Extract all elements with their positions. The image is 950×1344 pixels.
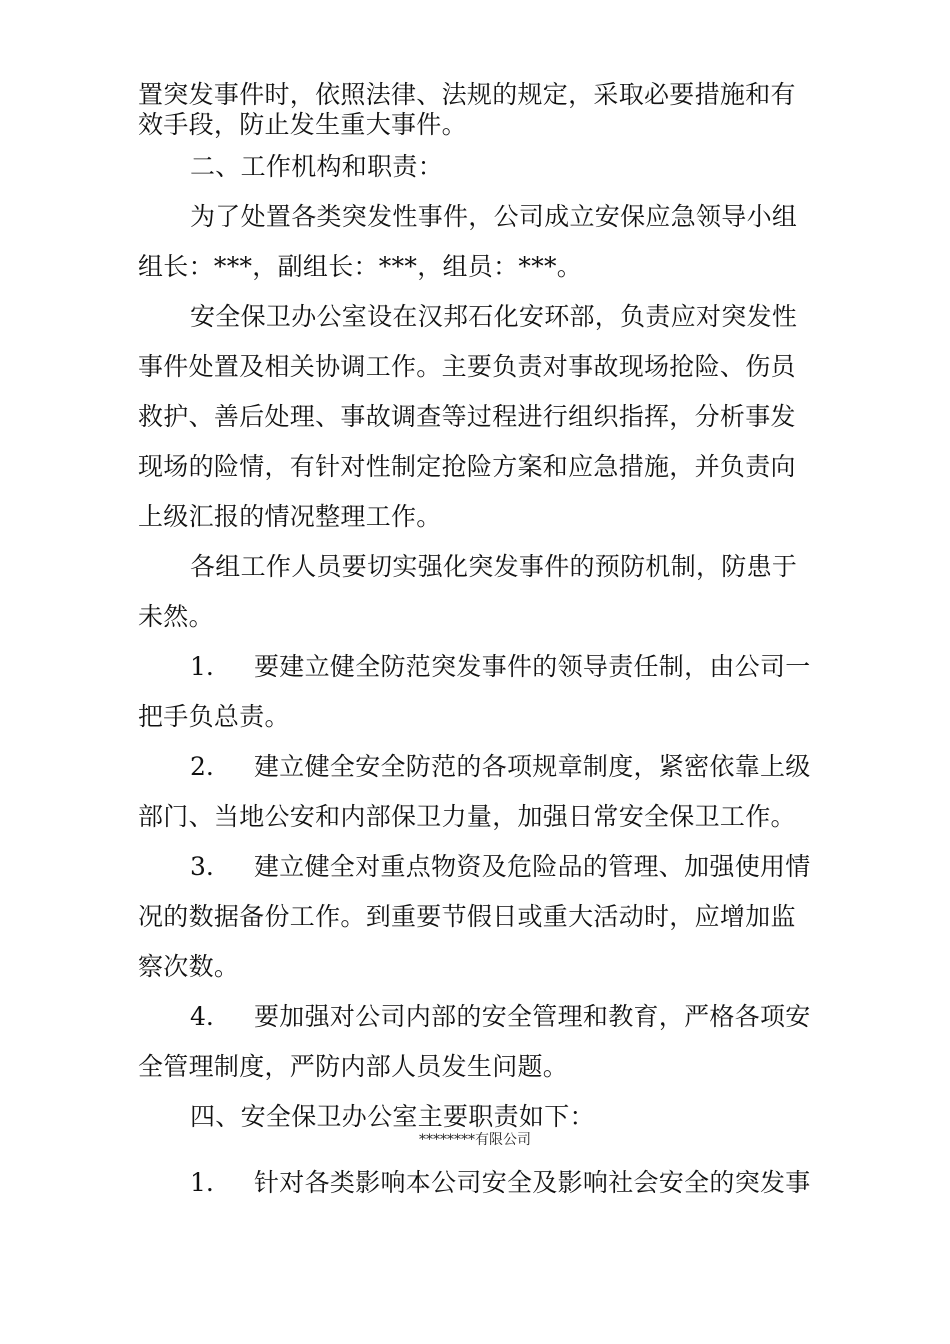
text-line: 况的数据备份工作。到重要节假日或重大活动时，应增加监 (138, 902, 796, 931)
section-heading: 四、安全保卫办公室主要职责如下： (190, 1102, 595, 1131)
list-number: 2. (190, 752, 214, 781)
text-line: 为了处置各类突发性事件，公司成立安保应急领导小组 (190, 202, 798, 231)
text-line: 把手负总责。 (138, 702, 290, 731)
text-line: 置突发事件时，依照法律、法规的规定，采取必要措施和有 (138, 80, 796, 109)
text-line: 救护、善后处理、事故调查等过程进行组织指挥，分析事发 (138, 402, 796, 431)
text-line: 察次数。 (138, 952, 240, 981)
text-line: 全管理制度，严防内部人员发生问题。 (138, 1052, 569, 1081)
text-line: 部门、当地公安和内部保卫力量，加强日常安全保卫工作。 (138, 802, 796, 831)
list-item-text: 建立健全安全防范的各项规章制度，紧密依靠上级 (254, 752, 811, 781)
text-line: 事件处置及相关协调工作。主要负责对事故现场抢险、伤员 (138, 352, 796, 381)
list-item-text: 要加强对公司内部的安全管理和教育，严格各项安 (254, 1002, 811, 1031)
text-line: 各组工作人员要切实强化突发事件的预防机制，防患于 (190, 552, 798, 581)
list-item-text: 针对各类影响本公司安全及影响社会安全的突发事 (254, 1168, 811, 1197)
list-number: 4. (190, 1002, 214, 1031)
list-item-text: 要建立健全防范突发事件的领导责任制，由公司一 (254, 652, 811, 681)
section-heading: 二、工作机构和职责： (190, 152, 444, 181)
text-line: 效手段，防止发生重大事件。 (138, 110, 467, 139)
list-item-text: 建立健全对重点物资及危险品的管理、加强使用情 (254, 852, 811, 881)
text-line: 上级汇报的情况整理工作。 (138, 502, 442, 531)
text-line: 未然。 (138, 602, 214, 631)
text-line: 现场的险情，有针对性制定抢险方案和应急措施，并负责向 (138, 452, 796, 481)
list-number: 1. (190, 1168, 214, 1197)
text-line: 安全保卫办公室设在汉邦石化安环部，负责应对突发性 (190, 302, 798, 331)
list-number: 3. (190, 852, 214, 881)
text-line: 组长：***，副组长：***，组员：***。 (138, 252, 583, 281)
list-number: 1. (190, 652, 214, 681)
page-footer: ********有限公司 (419, 1132, 531, 1148)
